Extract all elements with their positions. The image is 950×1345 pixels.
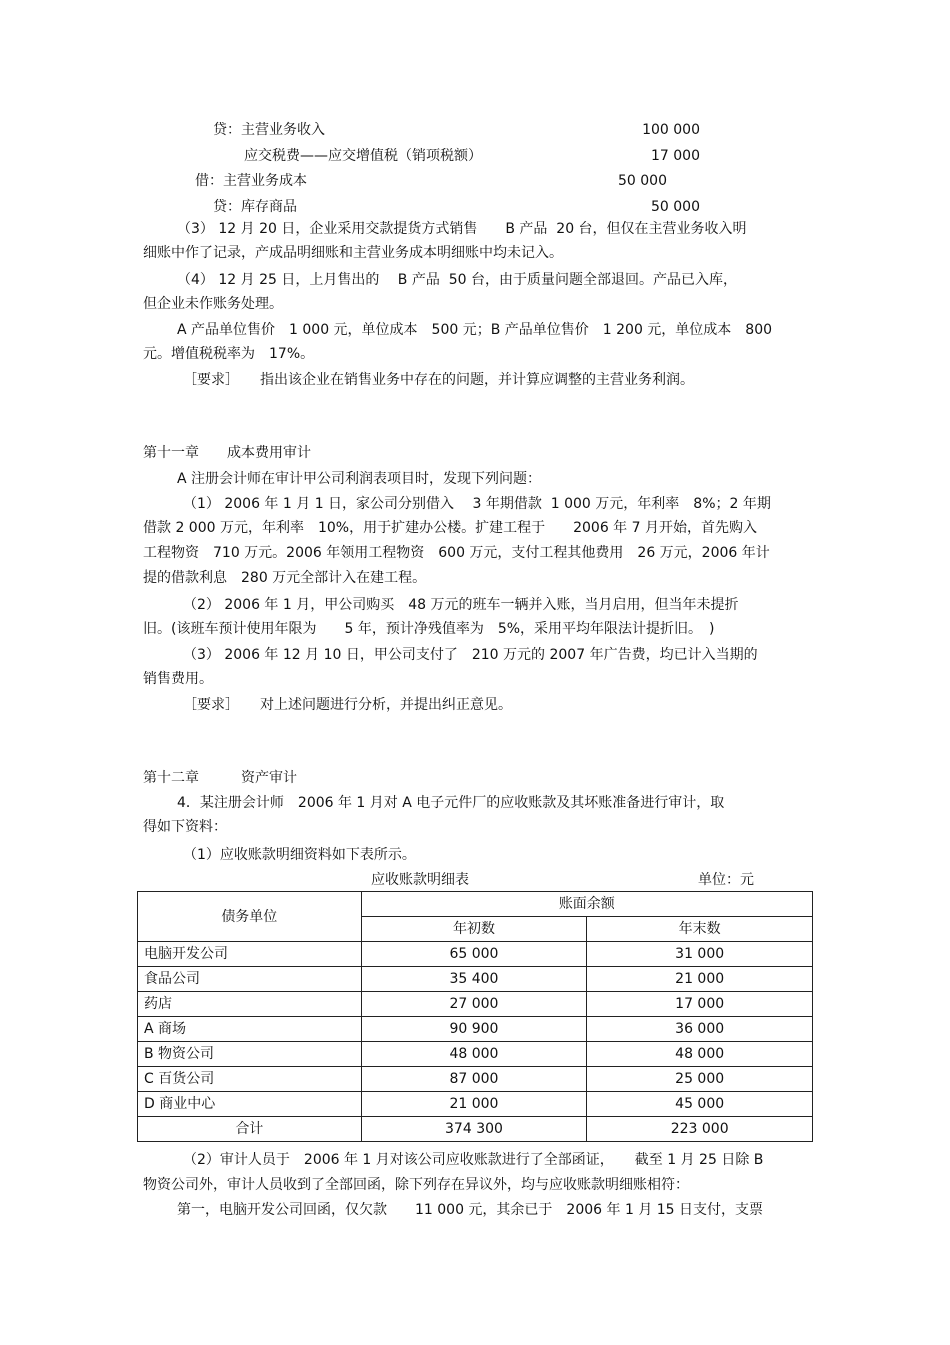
ch11-requirement: ［要求］ 对上述问题进行分析，并提出纠正意见。 xyxy=(183,697,512,713)
sales-item4-line1: （4） 12 月 25 日，上月售出的 B 产品 50 台，由于质量问题全部退回。产品已入库， xyxy=(177,272,738,288)
total-label: 合计 xyxy=(138,1117,362,1142)
ch12-q4-line2: 得如下资料： xyxy=(143,819,227,835)
ch12-item1: （1）应收账款明细资料如下表所示。 xyxy=(183,847,416,863)
sales-item3-line2: 细账中作了记录，产成品明细账和主营业务成本明细账中均未记入。 xyxy=(143,245,563,261)
ch11-item1-line3: 工程物资 710 万元。2006 年领用工程物资 600 万元，支付工程其他费用 26 万元，2006 年计 xyxy=(143,545,770,561)
debtor-name: 药店 xyxy=(138,992,362,1017)
begin-balance: 35 400 xyxy=(361,967,587,992)
ch11-intro: A 注册会计师在审计甲公司利润表项目时，发现下列问题： xyxy=(177,471,542,487)
end-balance: 25 000 xyxy=(587,1067,813,1092)
table-title: 应收账款明细表 xyxy=(371,872,469,888)
debtor-name: D 商业中心 xyxy=(138,1092,362,1117)
end-balance: 31 000 xyxy=(587,942,813,967)
total-row xyxy=(138,1117,813,1142)
debtor-name: B 物资公司 xyxy=(138,1042,362,1067)
header-debtor: 债务单位 xyxy=(138,892,362,942)
begin-balance: 48 000 xyxy=(361,1042,587,1067)
table-row xyxy=(138,1092,813,1117)
table-row xyxy=(138,967,813,992)
entry-amount-3: 50 000 xyxy=(618,173,667,189)
begin-balance: 27 000 xyxy=(361,992,587,1017)
chapter-12-title: 第十二章 资产审计 xyxy=(143,770,297,786)
end-balance: 48 000 xyxy=(587,1042,813,1067)
receivables-table xyxy=(137,891,813,1142)
entry-amount-1: 100 000 xyxy=(642,122,700,138)
begin-balance: 21 000 xyxy=(361,1092,587,1117)
ch11-item3-line2: 销售费用。 xyxy=(143,671,213,687)
begin-balance: 90 900 xyxy=(361,1017,587,1042)
header-end: 年末数 xyxy=(587,917,813,942)
entry-amount-4: 50 000 xyxy=(651,199,700,215)
table-row xyxy=(138,1042,813,1067)
entry-label-4: 贷：库存商品 xyxy=(213,199,297,215)
entry-label-2: 应交税费——应交增值税（销项税额） xyxy=(244,148,482,164)
total-begin: 374 300 xyxy=(361,1117,587,1142)
ch11-item2-line1: （2） 2006 年 1 月，甲公司购买 48 万元的班车一辆并入账，当月启用，但当年未提折 xyxy=(183,597,739,613)
debtor-name: A 商场 xyxy=(138,1017,362,1042)
end-balance: 21 000 xyxy=(587,967,813,992)
entry-amount-2: 17 000 xyxy=(651,148,700,164)
end-balance: 17 000 xyxy=(587,992,813,1017)
end-balance: 36 000 xyxy=(587,1017,813,1042)
ch12-first-point: 第一，电脑开发公司回函，仅欠款 11 000 元，其余已于 2006 年 1 月 15 日支付，支票 xyxy=(177,1202,764,1218)
ch12-item2-line1: （2）审计人员于 2006 年 1 月对该公司应收账款进行了全部函证， 截至 1 月 25 日除 B xyxy=(183,1152,764,1168)
sales-item3-line1: （3） 12 月 20 日，企业采用交款提货方式销售 B 产品 20 台，但仅在主营业务收入明 xyxy=(177,221,747,237)
ch11-item2-line2: 旧。(该班车预计使用年限为 5 年，预计净残值率为 5%，采用平均年限法计提折旧。 ) xyxy=(143,621,715,637)
ch11-item1-line1: （1） 2006 年 1 月 1 日，家公司分别借入 3 年期借款 1 000 万元，年利率 8%；2 年期 xyxy=(183,496,771,512)
table-row xyxy=(138,1017,813,1042)
end-balance: 45 000 xyxy=(587,1092,813,1117)
sales-price-line1: A 产品单位售价 1 000 元，单位成本 500 元；B 产品单位售价 1 200 元，单位成本 800 xyxy=(177,322,773,338)
sales-requirement: ［要求］ 指出该企业在销售业务中存在的问题，并计算应调整的主营业务利润。 xyxy=(183,372,694,388)
table-row xyxy=(138,942,813,967)
table-row xyxy=(138,992,813,1017)
ch12-item2-line2: 物资公司外，审计人员收到了全部回函，除下列存在异议外，均与应收账款明细账相符： xyxy=(143,1177,689,1193)
header-balance: 账面余额 xyxy=(361,892,812,917)
total-end: 223 000 xyxy=(587,1117,813,1142)
debtor-name: C 百货公司 xyxy=(138,1067,362,1092)
ch11-item1-line4: 提的借款利息 280 万元全部计入在建工程。 xyxy=(143,570,427,586)
ch11-item1-line2: 借款 2 000 万元，年利率 10%，用于扩建办公楼。扩建工程于 2006 年 7 月开始，首先购入 xyxy=(143,520,757,536)
debtor-name: 食品公司 xyxy=(138,967,362,992)
entry-label-3: 借：主营业务成本 xyxy=(195,173,307,189)
ch11-item3-line1: （3） 2006 年 12 月 10 日，甲公司支付了 210 万元的 2007 年广告费，均已计入当期的 xyxy=(183,647,758,663)
table-unit: 单位：元 xyxy=(698,872,754,888)
sales-item4-line2: 但企业未作账务处理。 xyxy=(143,296,283,312)
entry-label-1: 贷：主营业务收入 xyxy=(213,122,325,138)
begin-balance: 65 000 xyxy=(361,942,587,967)
begin-balance: 87 000 xyxy=(361,1067,587,1092)
chapter-11-title: 第十一章 成本费用审计 xyxy=(143,445,311,461)
sales-price-line2: 元。增值税税率为 17%。 xyxy=(143,346,315,362)
ch12-q4-line1: 4．某注册会计师 2006 年 1 月对 A 电子元件厂的应收账款及其坏账准备进行审计，取 xyxy=(177,795,725,811)
debtor-name: 电脑开发公司 xyxy=(138,942,362,967)
table-row xyxy=(138,1067,813,1092)
header-begin: 年初数 xyxy=(361,917,587,942)
